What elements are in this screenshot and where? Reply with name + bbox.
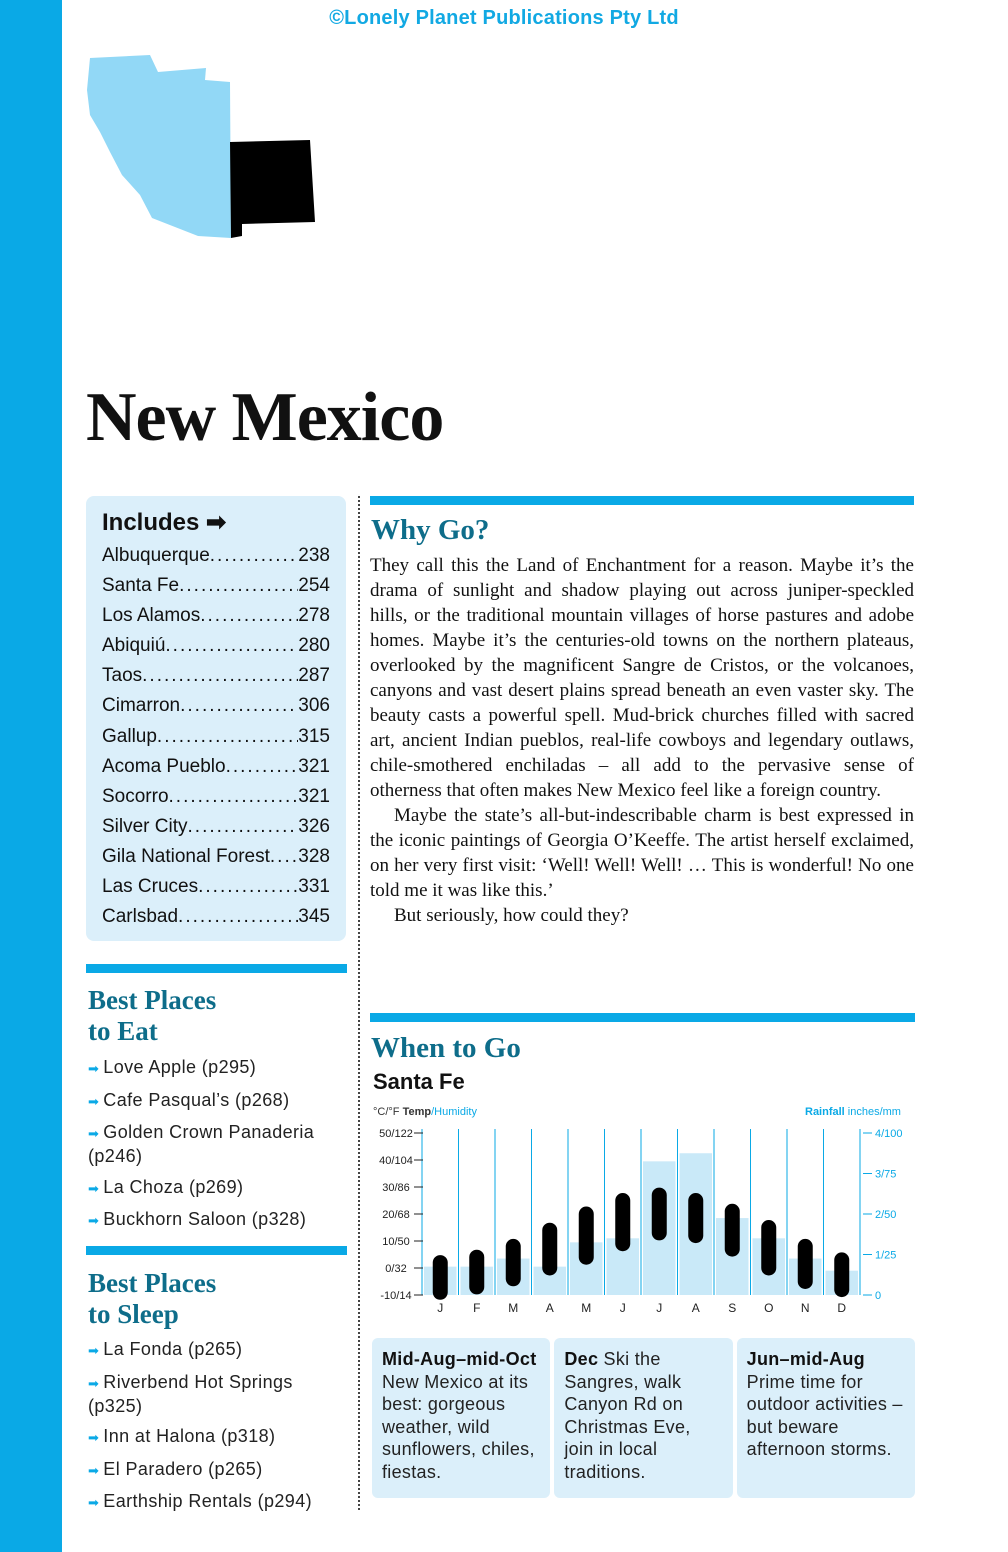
month-label: A xyxy=(691,1301,700,1315)
includes-item: Albuquerque ..... 238 xyxy=(102,541,330,571)
arrow-right-icon: ➡ xyxy=(88,1126,100,1141)
best-sleep-item: ➡ Riverbend Hot Springs (p325) xyxy=(88,1371,293,1416)
month-label: N xyxy=(800,1301,810,1315)
best-sleep-item: ➡ Inn at Halona (p318) xyxy=(88,1426,276,1446)
best-sleep-item: ➡ Earthship Rentals (p294) xyxy=(88,1491,313,1511)
best-eat-heading: Best Places to Eat xyxy=(88,985,217,1046)
best-sleep-heading: Best Places to Sleep xyxy=(88,1268,217,1329)
when-to-go-heading: When to Go xyxy=(371,1032,521,1064)
includes-list xyxy=(102,541,330,932)
includes-item: Silver City ..... 326 xyxy=(102,812,330,842)
arizona-shape xyxy=(87,55,231,238)
chart-city: Santa Fe xyxy=(373,1069,465,1094)
right-axis-caption: Rainfall inches/mm xyxy=(805,1106,901,1118)
month-label: S xyxy=(728,1301,737,1315)
arrow-right-icon: ➡ xyxy=(88,1462,100,1478)
arrow-right-icon: ➡ xyxy=(206,509,227,536)
includes-item: Los Alamos ..... 278 xyxy=(102,601,330,631)
paragraph: But seriously, how could they? xyxy=(394,905,629,926)
best-sleep-item: ➡ El Paradero (p265) xyxy=(88,1458,263,1479)
left-tick-label: 30/86 xyxy=(382,1182,410,1194)
page-title: New Mexico xyxy=(86,379,444,456)
right-tick-label: 1/25 xyxy=(875,1249,897,1262)
left-tick-label: 50/122 xyxy=(379,1128,413,1140)
best-eat-item: ➡ La Choza (p269) xyxy=(88,1176,244,1197)
left-tick-label: 0/32 xyxy=(385,1263,407,1275)
month-label: A xyxy=(545,1301,554,1315)
season-box: Jun–mid-Aug Prime time for outdoor activities – but beware afternoon storms. xyxy=(737,1338,915,1498)
state-map-icon xyxy=(80,50,320,245)
best-eat-item: ➡ Cafe Pasqual’s (p268) xyxy=(88,1089,290,1110)
left-tick-label: 10/50 xyxy=(382,1236,410,1248)
section-rule xyxy=(370,496,914,505)
month-label: J xyxy=(619,1301,626,1315)
arrow-right-icon: ➡ xyxy=(88,1180,100,1196)
month-label: J xyxy=(437,1301,444,1315)
paragraph: Maybe the state’s all-but-indescribable charm is best expressed in the iconic paintings of Georgia O’Keeffe. The artist herself exclaimed, on her very first visit: ‘Well! Well! Well! … This is wonderful! No one told me it was like this.’ xyxy=(370,805,914,901)
right-tick-label: 0 xyxy=(875,1290,882,1302)
month-label: F xyxy=(473,1301,481,1315)
left-axis-caption: °C/°F Temp/Humidity xyxy=(373,1106,477,1118)
new-mexico-shape xyxy=(230,140,315,238)
arrow-right-icon: ➡ xyxy=(88,1213,100,1228)
left-tick-label: 20/68 xyxy=(382,1209,410,1221)
copyright: ©Lonely Planet Publications Pty Ltd xyxy=(329,7,679,29)
section-rule xyxy=(370,1013,915,1022)
section-rule xyxy=(86,964,347,973)
best-eat-item: ➡ Buckhorn Saloon (p328) xyxy=(88,1209,307,1229)
month-label: M xyxy=(581,1301,592,1315)
left-tick-label: 40/104 xyxy=(379,1155,413,1167)
includes-box xyxy=(86,496,346,941)
season-box: Mid-Aug–mid-Oct New Mexico at its best: gorgeous weather, wild sunflowers, chiles, fiestas. xyxy=(372,1338,550,1498)
right-tick-label: 2/50 xyxy=(875,1209,897,1221)
includes-item: Taos ..... 287 xyxy=(102,661,330,691)
best-eat-item: ➡ Love Apple (p295) xyxy=(88,1057,257,1077)
arrow-right-icon: ➡ xyxy=(88,1430,100,1445)
why-go-text xyxy=(370,553,914,928)
month-label: J xyxy=(656,1301,663,1315)
month-label: M xyxy=(508,1301,519,1315)
month-label: O xyxy=(764,1301,774,1315)
arrow-right-icon: ➡ xyxy=(88,1061,100,1076)
right-tick-label: 3/75 xyxy=(875,1168,897,1181)
arrow-right-icon: ➡ xyxy=(88,1093,100,1109)
includes-item: Acoma Pueblo ..... 321 xyxy=(102,752,330,782)
includes-item: Gallup ..... 315 xyxy=(102,722,330,752)
includes-item: Santa Fe ..... 254 xyxy=(102,571,330,601)
left-tick-label: -10/14 xyxy=(380,1290,412,1302)
includes-item: Gila National Forest ..... 328 xyxy=(102,842,330,872)
includes-item: Cimarron ..... 306 xyxy=(102,691,330,721)
section-rule xyxy=(86,1246,347,1255)
why-go-heading: Why Go? xyxy=(371,514,490,546)
month-label: D xyxy=(837,1301,847,1315)
includes-item: Las Cruces ..... 331 xyxy=(102,872,330,902)
best-eat-item: ➡ Golden Crown Panaderia (p246) xyxy=(88,1122,315,1166)
includes-item: Socorro ..... 321 xyxy=(102,782,330,812)
best-sleep-item: ➡ La Fonda (p265) xyxy=(88,1339,243,1359)
climate-chart xyxy=(370,1100,916,1320)
includes-heading: Includes ➡ xyxy=(102,509,227,536)
left-color-bar xyxy=(0,0,62,1552)
best-sleep-list xyxy=(88,1338,343,1523)
includes-item: Carlsbad ..... 345 xyxy=(102,902,330,932)
column-divider xyxy=(358,496,360,1510)
season-boxes xyxy=(372,1338,915,1498)
arrow-right-icon: ➡ xyxy=(88,1495,100,1510)
season-box: Dec Ski the Sangres, walk Canyon Rd on Christmas Eve, join in local traditions. xyxy=(554,1338,732,1498)
arrow-right-icon: ➡ xyxy=(88,1375,100,1391)
best-eat-list xyxy=(88,1056,343,1241)
right-tick-label: 4/100 xyxy=(875,1128,903,1140)
paragraph: They call this the Land of Enchantment for a reason. Maybe it’s the drama of sunlight and shadow playing out across juniper-speckled hills, or the traditional mountain villages of horse pastures and adobe homes. Maybe it’s the centuries-old towns on the northern plateaus, overlooked by the magnificent Sangre de Cristos, or the volcanoes, canyons and vast desert plains spread beneath an even vaster sky. The beauty casts a powerful spell. Mud-brick churches filled with sacred art, ancient Indian pueblos, real-life cowboys and legendary outlaws, chile-smothered enchiladas – all add to the pervasive sense of otherness that often makes New Mexico feel like a foreign country. xyxy=(370,555,914,801)
arrow-right-icon: ➡ xyxy=(88,1343,100,1358)
includes-item: Abiquiú ..... 280 xyxy=(102,631,330,661)
